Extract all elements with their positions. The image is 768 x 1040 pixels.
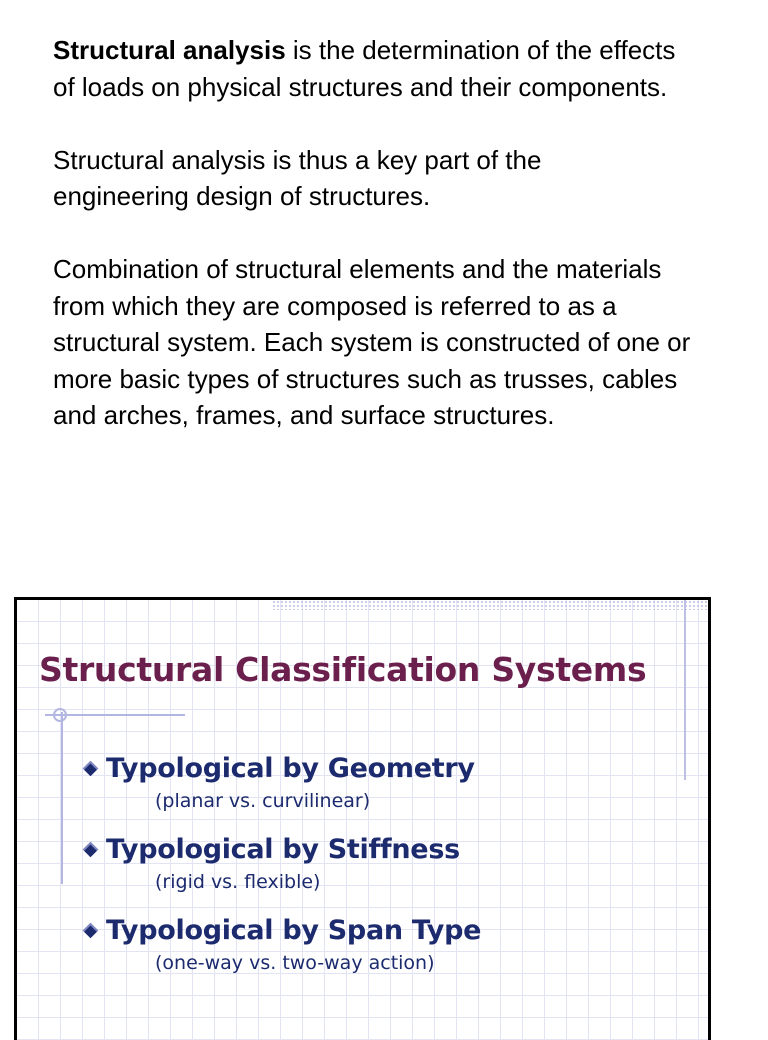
slide-image xyxy=(14,597,711,1040)
crosshair-icon xyxy=(53,708,67,722)
slide-bullet-list xyxy=(85,750,685,993)
bullet-subtext: (planar vs. curvilinear) xyxy=(155,790,371,812)
bullet-label: Typological by Stiffness xyxy=(106,833,460,865)
definition-text: is the determination of the effects of loads on physical structures and their components. xyxy=(53,35,676,102)
bullet-label: Typological by Geometry xyxy=(106,752,475,784)
diamond-bullet-icon xyxy=(83,760,99,776)
bullet-subtext: (rigid vs. flexible) xyxy=(155,871,321,893)
diamond-bullet-icon xyxy=(83,841,99,857)
bullet-item xyxy=(85,831,685,867)
bullet-label: Typological by Span Type xyxy=(106,914,482,946)
bullet-item xyxy=(85,912,685,948)
paragraph-design: Structural analysis is thus a key part of the engineering design of structures. xyxy=(53,144,542,211)
slide-decorative-line xyxy=(61,712,63,884)
slide-decorative-band xyxy=(272,600,708,610)
document-text xyxy=(53,32,743,470)
paragraph-definition xyxy=(53,32,693,105)
paragraph-systems: Combination of structural elements and the materials from which they are composed is referred to as a structural system. Each system is constructed of one or more basic types of structures such as trusses, cables and arches, frames, and surface structures. xyxy=(53,254,691,430)
bullet-subtext: (one-way vs. two-way action) xyxy=(155,952,435,974)
diamond-bullet-icon xyxy=(83,922,99,938)
bullet-item xyxy=(85,750,685,786)
slide-title: Structural Classification Systems xyxy=(39,650,647,689)
term-structural-analysis: Structural analysis xyxy=(53,35,286,65)
